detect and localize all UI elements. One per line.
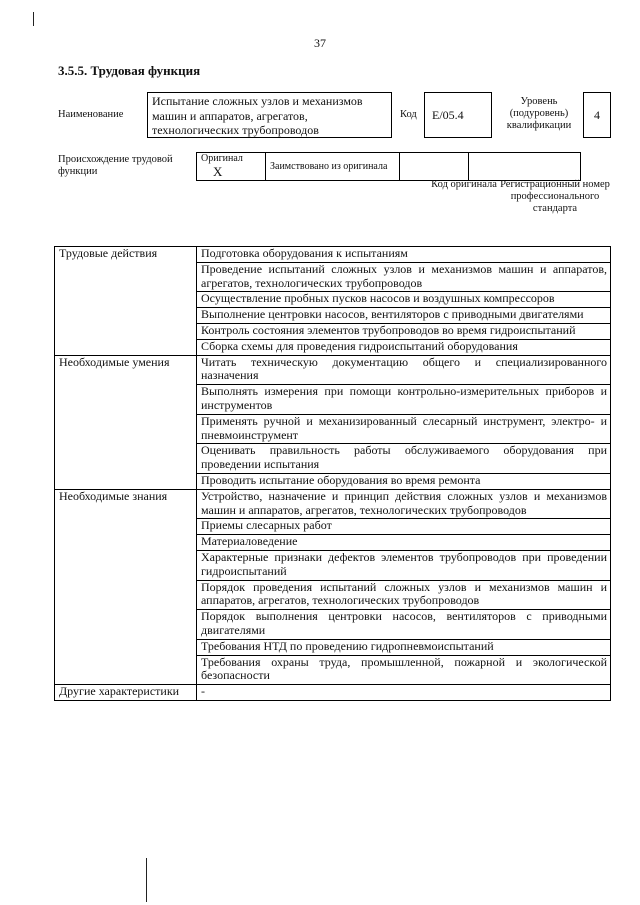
borrowed-label: Заимствовано из оригинала [270, 161, 388, 172]
original-cell [197, 153, 266, 181]
original-code-cell [400, 153, 469, 181]
scan-mark-bottom [146, 858, 147, 902]
main-table [54, 246, 611, 701]
list-item: Приемы слесарных работ [197, 519, 611, 535]
section-header-required-knowledge: Необходимые знания [55, 489, 197, 684]
origin-label: Происхождение трудовой функции [58, 154, 173, 177]
list-item: Устройство, назначение и принцип действия сложных узлов и механизмов машин и аппаратов, агрегатов, технологических трубопроводов [197, 489, 611, 519]
list-item: Материаловедение [197, 535, 611, 551]
origin-table [196, 152, 581, 181]
original-code-caption: Код оригинала [431, 179, 497, 190]
list-item: Осуществление пробных пусков насосов и воздушных компрессоров [197, 292, 611, 308]
section-title: 3.5.5. Трудовая функция [58, 63, 201, 78]
function-name-value: Испытание сложных узлов и механизмов машин и аппаратов, агрегатов, технологических трубопроводов [147, 92, 392, 138]
original-label: Оригинал [201, 153, 243, 164]
code-label: Код [400, 109, 417, 120]
list-item: Требования НТД по проведению гидропневмоиспытаний [197, 639, 611, 655]
scan-mark-top [33, 12, 34, 26]
list-item: Читать техническую документацию общего и специализированного назначения [197, 355, 611, 385]
table-row [55, 247, 611, 263]
level-value: 4 [583, 92, 611, 138]
list-item: Выполнение центровки насосов, вентиляторов с приводными двигателями [197, 308, 611, 324]
list-item: Порядок выполнения центровки насосов, вентиляторов с приводными двигателями [197, 610, 611, 640]
list-item: Требования охраны труда, промышленной, пожарной и экологической безопасности [197, 655, 611, 685]
list-item: Сборка схемы для проведения гидроиспытаний оборудования [197, 339, 611, 355]
list-item: Оценивать правильность работы обслуживаемого оборудования при проведении испытания [197, 444, 611, 474]
list-item: Выполнять измерения при помощи контрольно-измерительных приборов и инструментов [197, 385, 611, 415]
section-header-required-skills: Необходимые умения [55, 355, 197, 489]
list-item: Порядок проведения испытаний сложных узлов и механизмов машин и аппаратов, агрегатов, технологических трубопроводов [197, 580, 611, 610]
list-item: Проведение испытаний сложных узлов и механизмов машин и аппаратов, агрегатов, технологических трубопроводов [197, 262, 611, 292]
original-mark: X [213, 164, 223, 179]
list-item: Контроль состояния элементов трубопроводов во время гидроиспытаний [197, 323, 611, 339]
page-number: 37 [314, 36, 326, 50]
borrowed-cell [266, 153, 400, 181]
list-item: Применять ручной и механизированный слесарный инструмент, электро- и пневмоинструмент [197, 414, 611, 444]
reg-number-caption: Регистрационный номер профессионального стандарта [500, 179, 610, 214]
code-value: E/05.4 [424, 92, 492, 138]
list-item: Характерные признаки дефектов элементов трубопроводов при проведении гидроиспытаний [197, 550, 611, 580]
level-label: Уровень (подуровень) квалификации [506, 96, 572, 131]
table-row [55, 355, 611, 385]
table-row [55, 685, 611, 701]
list-item: Проводить испытание оборудования во время ремонта [197, 473, 611, 489]
list-item: - [197, 685, 611, 701]
table-row [55, 489, 611, 519]
name-label: Наименование [58, 109, 124, 120]
section-header-labor-actions: Трудовые действия [55, 247, 197, 356]
section-header-other-characteristics: Другие характеристики [55, 685, 197, 701]
reg-number-cell [469, 153, 581, 181]
list-item: Подготовка оборудования к испытаниям [197, 247, 611, 263]
